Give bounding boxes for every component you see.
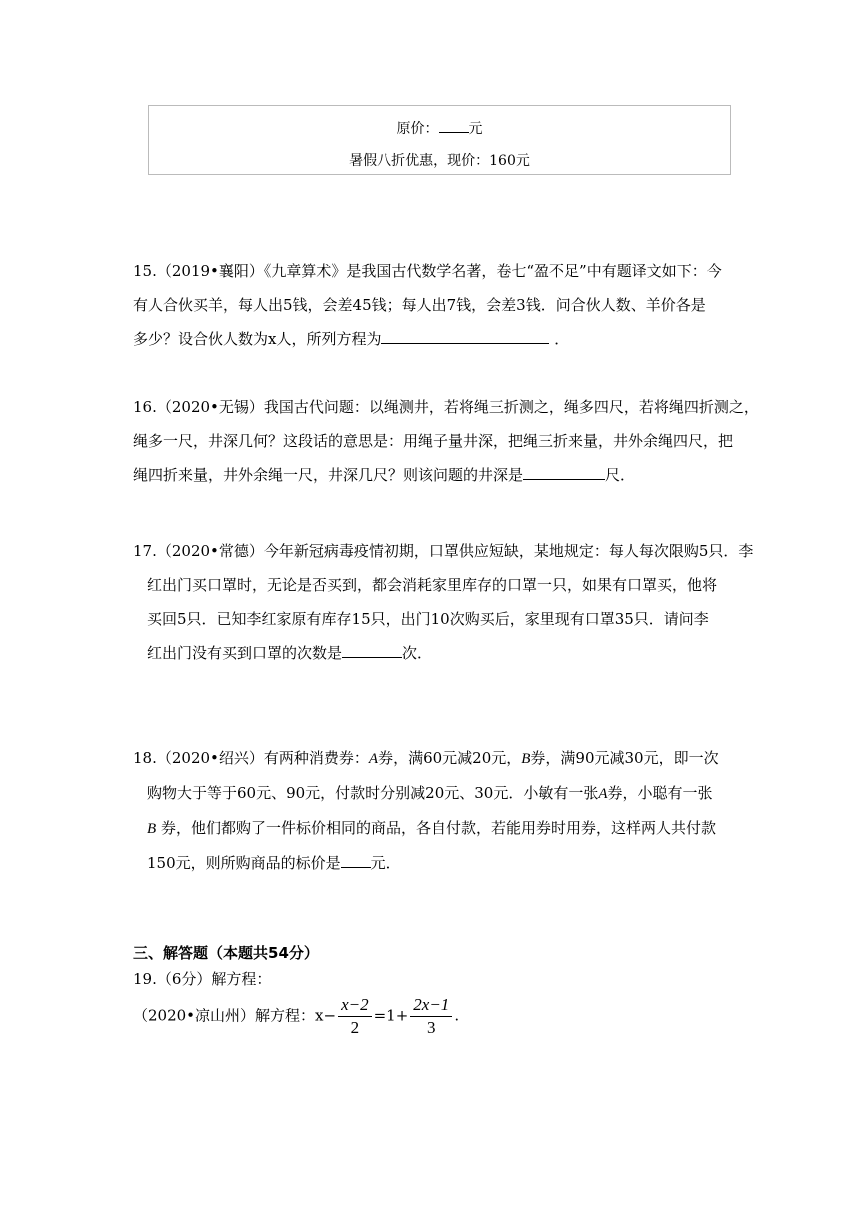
question-15 xyxy=(133,254,733,356)
q18-line-2-part-b: 券，小聪有一张 xyxy=(607,784,713,802)
q17-line-3: 买回5只．已知李红家原有库存15只，出门10次购买后，家里现有口罩35只．请问李 xyxy=(147,610,709,628)
q16-answer-blank[interactable] xyxy=(523,465,605,480)
price-box xyxy=(148,105,731,175)
question-18 xyxy=(133,741,733,880)
q15-line-3-text: 多少？设合伙人数为x人，所列方程为 xyxy=(133,330,382,348)
q18-answer-blank[interactable] xyxy=(341,853,371,868)
fraction-1-numerator: x−2 xyxy=(338,994,372,1017)
q17-answer-blank[interactable] xyxy=(342,643,402,658)
q15-line-2: 有人合伙买羊，每人出5钱，会差45钱；每人出7钱，会差3钱．问合伙人数、羊价各是 xyxy=(133,296,706,314)
q18-line-1-part-b: 券，满60元减20元， xyxy=(378,749,522,767)
q18-line-3-text: 券，他们都购了一件标价相同的商品，各自付款，若能用券时用券，这样两人共付款 xyxy=(156,819,716,837)
q19-equation-middle: =1+ xyxy=(373,1006,409,1025)
q18-coupon-b-label: B xyxy=(521,751,531,767)
q17-line-4-end: 次． xyxy=(402,644,433,662)
original-price-blank[interactable] xyxy=(439,118,469,133)
q18-line-4-text: 150元，则所购商品的标价是 xyxy=(147,854,341,872)
fraction-2 xyxy=(410,994,452,1039)
q18-line-1 xyxy=(133,741,733,776)
q16-line-3-text: 绳四折来量，井外余绳一尺，井深几尺？则该问题的井深是 xyxy=(133,466,524,484)
fraction-1 xyxy=(338,994,372,1039)
q18-line-1-part-c: 券，满90元减30元，即一次 xyxy=(530,749,719,767)
fraction-2-numerator: 2x−1 xyxy=(410,994,452,1017)
question-17 xyxy=(133,534,754,670)
q17-line-1: 17.（2020•常德）今年新冠病毒疫情初期，口罩供应短缺，某地规定：每人每次限购5只．李 xyxy=(133,542,754,560)
q19-equation-prefix: （2020•凉山州）解方程：x− xyxy=(133,1006,337,1025)
original-price-label: 原价： xyxy=(396,121,439,137)
discount-price-line: 暑假八折优惠，现价：160元 xyxy=(349,153,530,169)
q18-line-4 xyxy=(133,846,733,880)
q16-line-1: 16.（2020•无锡）我国古代问题：以绳测井，若将绳三折测之，绳多四尺，若将绳四折测之， xyxy=(133,398,759,416)
fraction-1-denominator: 2 xyxy=(350,1018,360,1037)
q18-line-4-end: 元． xyxy=(370,854,401,872)
q15-line-3-end: ． xyxy=(549,330,570,348)
q18-coupon-b-label-2: B xyxy=(147,821,157,837)
question-16 xyxy=(133,390,759,492)
original-price-unit: 元 xyxy=(468,121,483,137)
q15-line-1: 15.（2019•襄阳）《九章算术》是我国古代数学名著，卷七“盈不足”中有题译文如下：今 xyxy=(133,262,722,280)
q18-coupon-a-label: A xyxy=(368,751,379,767)
q18-line-1-part-a: 18.（2020•绍兴）有两种消费券： xyxy=(133,749,369,767)
q17-line-4 xyxy=(133,636,733,670)
q17-line-4-text: 红出门没有买到口罩的次数是 xyxy=(147,644,343,662)
q17-line-2: 红出门买口罩时，无论是否买到，都会消耗家里库存的口罩一只，如果有口罩买，他将 xyxy=(147,576,718,594)
q15-answer-blank[interactable] xyxy=(381,329,549,344)
q15-line-3 xyxy=(133,322,733,356)
q16-line-2: 绳多一尺，井深几何？这段话的意思是：用绳子量井深，把绳三折来量，井外余绳四尺，把 xyxy=(133,432,734,450)
q19-equation-end: . xyxy=(454,1006,460,1025)
original-price-line xyxy=(149,118,730,138)
section-heading: 三、解答题（本题共54分） xyxy=(133,944,319,962)
q18-line-2-part-a: 购物大于等于60元、90元，付款时分别减20元、30元．小敏有一张 xyxy=(147,784,599,802)
q18-line-2 xyxy=(133,776,733,811)
q18-coupon-a-label-2: A xyxy=(598,786,608,802)
q19-equation-line xyxy=(133,994,459,1039)
fraction-2-denominator: 3 xyxy=(427,1018,436,1037)
q16-line-3-end: 尺． xyxy=(605,466,636,484)
q16-line-3 xyxy=(133,458,733,492)
q18-line-3 xyxy=(133,811,733,846)
q19-line-1: 19.（6分）解方程： xyxy=(133,970,272,988)
